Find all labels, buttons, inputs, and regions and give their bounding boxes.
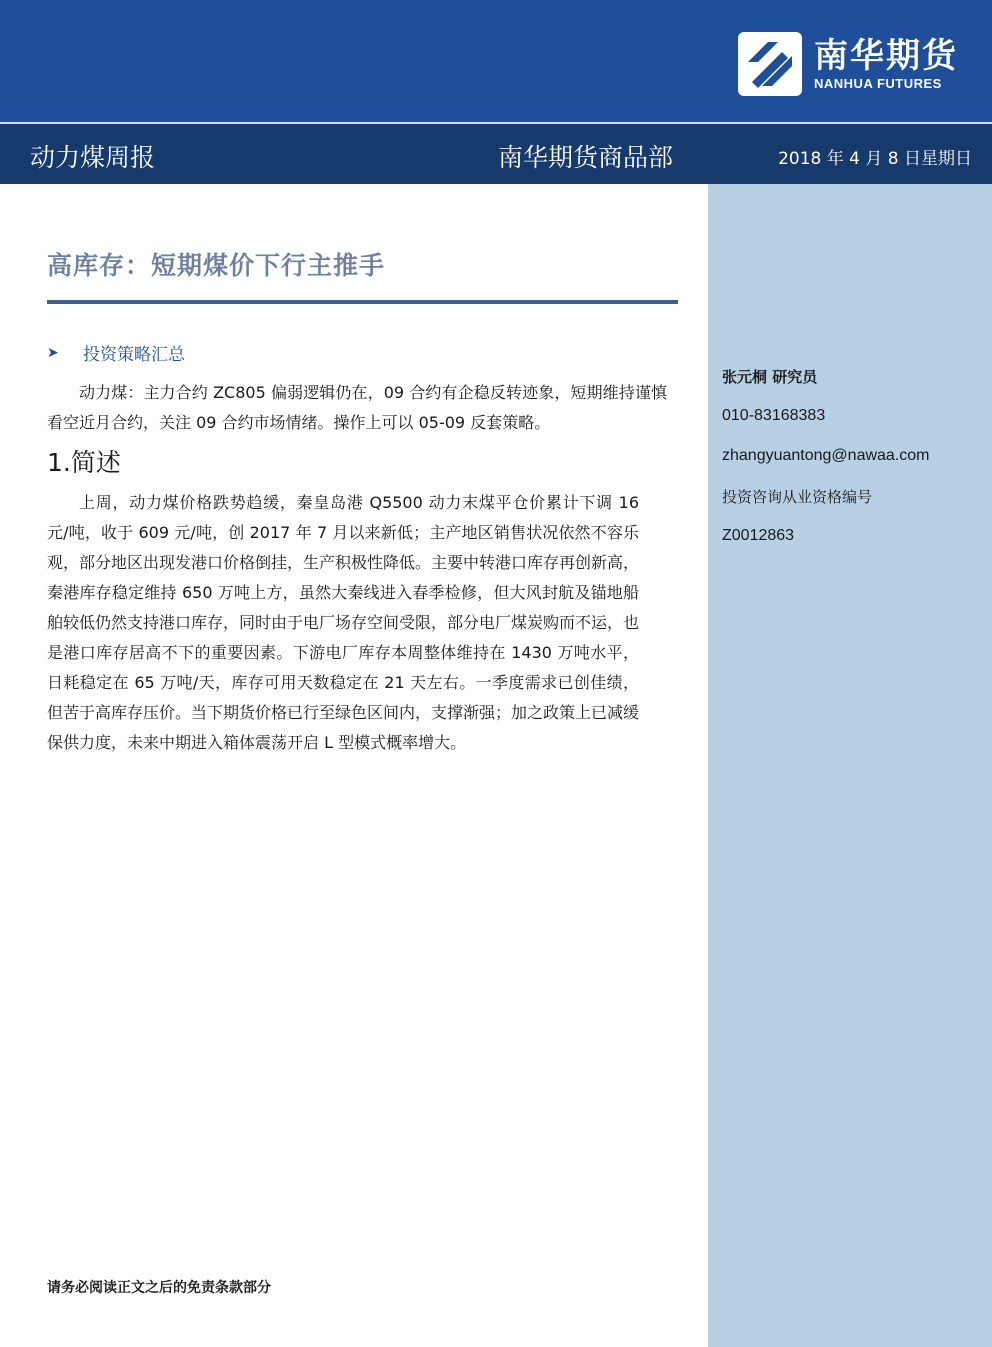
logo-name-cn: 南华期货 bbox=[814, 36, 958, 76]
strategy-heading-row bbox=[47, 340, 185, 365]
disclaimer-note: 请务必阅读正文之后的免责条款部分 bbox=[47, 1280, 271, 1296]
report-header-bar bbox=[0, 122, 992, 184]
analyst-sidebar bbox=[708, 184, 992, 1347]
analyst-name: 张元桐 研究员 bbox=[722, 368, 818, 386]
report-name: 动力煤周报 bbox=[30, 143, 156, 172]
report-date: 2018 年 4 月 8 日星期日 bbox=[778, 149, 972, 169]
article-title: 高库存：短期煤价下行主推手 bbox=[47, 251, 386, 280]
company-logo bbox=[738, 30, 958, 98]
strategy-heading: 投资策略汇总 bbox=[83, 345, 185, 365]
logo-name-en: NANHUA FUTURES bbox=[814, 76, 942, 91]
analyst-phone: 010-83168383 bbox=[722, 407, 826, 424]
department-name: 南华期货商品部 bbox=[498, 143, 674, 172]
section-heading: 1.简述 bbox=[47, 448, 121, 477]
qualification-number: Z0012863 bbox=[722, 527, 795, 544]
arrow-bullet-icon: ➤ bbox=[47, 344, 59, 361]
section-paragraph: 上周，动力煤价格跌势趋缓，秦皇岛港 Q5500 动力末煤平仓价累计下调 16 元/吨，收于 609 元/吨，创 2017 年 7 月以来新低；主产地区销售状况依然不容乐观，部分地区出现发港口价格倒挂，生产积极性降低。主要中转港口库存再创新高，秦港库存稳定维持 650 万吨上方，虽然大秦线进入春季检修，但大风封航及锚地船舶较低仍然支持港口库存，同时由于电厂场存空间受限，部分电厂煤炭购而不运，也是港口库存居高不下的重要因素。下游电厂库存本周整体维持在 1430 万吨水平，日耗稳定在 65 万吨/天，库存可用天数稳定在 21 天左右。一季度需求已创佳绩，但苦于高库存压价。当下期货价格已行至绿色区间内，支撑渐强；加之政策上已减缓保供力度，未来中期进入箱体震荡开启 L 型模式概率增大。 bbox=[47, 493, 640, 752]
top-brand-band bbox=[0, 0, 992, 122]
strategy-paragraph: 动力煤：主力合约 ZC805 偏弱逻辑仍在，09 合约有企稳反转迹象，短期维持谨慎看空近月合约，关注 09 合约市场情绪。操作上可以 05-09 反套策略。 bbox=[47, 383, 667, 432]
title-divider bbox=[47, 300, 678, 304]
qualification-label: 投资咨询从业资格编号 bbox=[722, 488, 873, 506]
analyst-email: zhangyuantong@nawaa.com bbox=[722, 447, 930, 464]
nanhua-logo-icon bbox=[738, 32, 802, 96]
